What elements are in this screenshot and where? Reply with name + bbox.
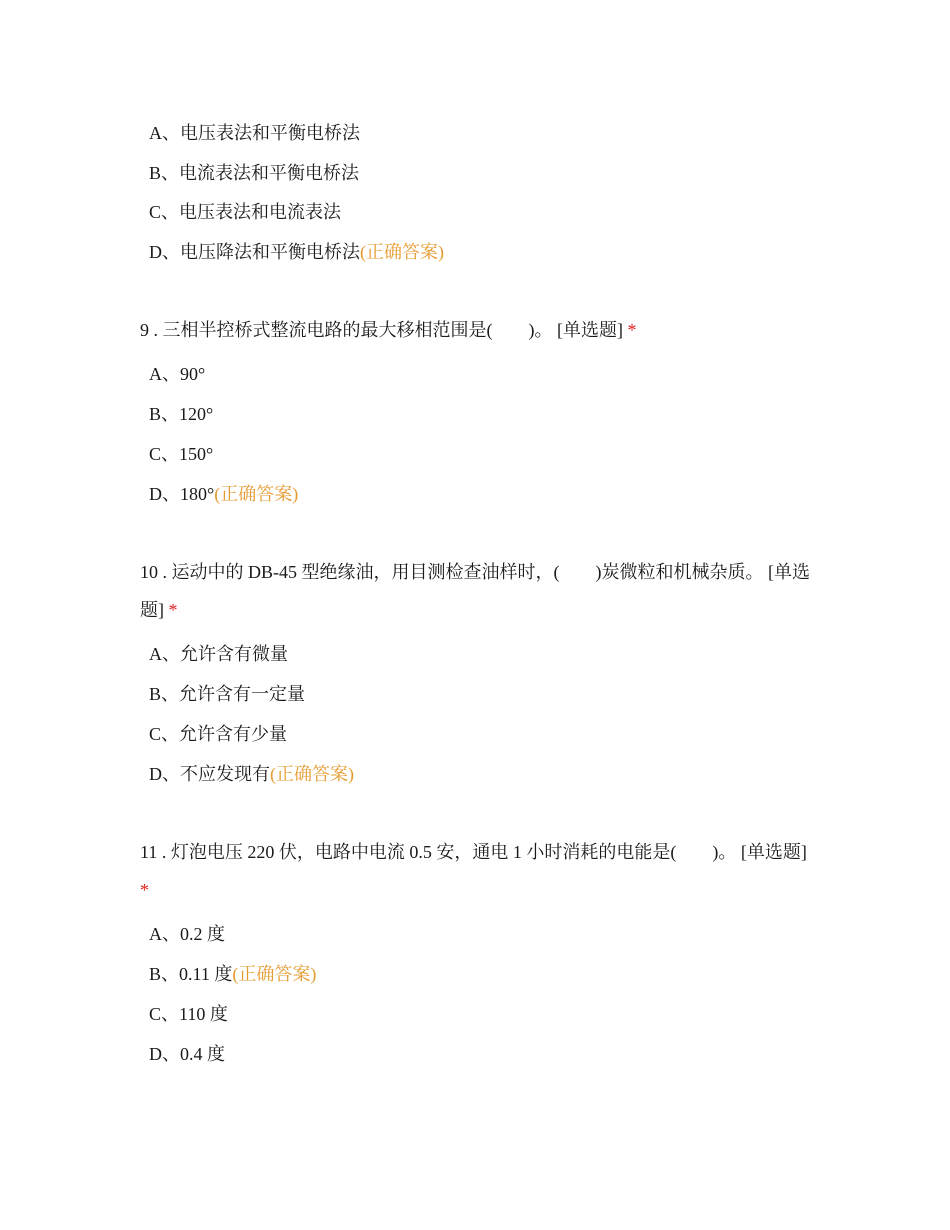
q8-option-c: C、电压表法和电流表法: [149, 202, 342, 222]
q9-option-b: B、120°: [149, 404, 214, 424]
required-marker: *: [140, 880, 149, 900]
correct-answer-tag: (正确答案): [232, 964, 317, 984]
required-marker: *: [168, 600, 178, 620]
q10-option-c: C、允许含有少量: [149, 724, 288, 744]
q10-option-d: D、不应发现有(正确答案): [149, 764, 354, 784]
question-9-text: 9 . 三相半控桥式整流电路的最大移相范围是( )。 [单选题] *: [140, 320, 637, 340]
q9-option-a: A、90°: [149, 364, 206, 384]
q11-option-b: B、0.11 度(正确答案): [149, 964, 317, 984]
correct-answer-tag: (正确答案): [270, 764, 354, 784]
q10-option-a: A、允许含有微量: [149, 644, 288, 664]
q9-option-d: D、180°(正确答案): [149, 484, 299, 504]
correct-answer-tag: (正确答案): [214, 484, 299, 504]
q11-option-a: A、0.2 度: [149, 924, 225, 944]
q9-option-c: C、150°: [149, 444, 214, 464]
question-11-text: 11 . 灯泡电压 220 伏，电路中电流 0.5 安，通电 1 小时消耗的电能是( )。 [单选题] *: [140, 842, 807, 900]
q11-option-c: C、110 度: [149, 1004, 228, 1024]
q11-option-d: D、0.4 度: [149, 1044, 225, 1064]
correct-answer-tag: (正确答案): [360, 242, 444, 262]
q10-option-b: B、允许含有一定量: [149, 684, 306, 704]
question-10-text: 10 . 运动中的 DB-45 型绝缘油，用目测检查油样时，( )炭微粒和机械杂质。 [单选题] *: [140, 562, 810, 620]
q8-option-b: B、电流表法和平衡电桥法: [149, 163, 360, 183]
q8-option-a: A、电压表法和平衡电桥法: [149, 123, 360, 143]
required-marker: *: [627, 320, 637, 340]
q8-option-d: D、电压降法和平衡电桥法(正确答案): [149, 242, 444, 262]
